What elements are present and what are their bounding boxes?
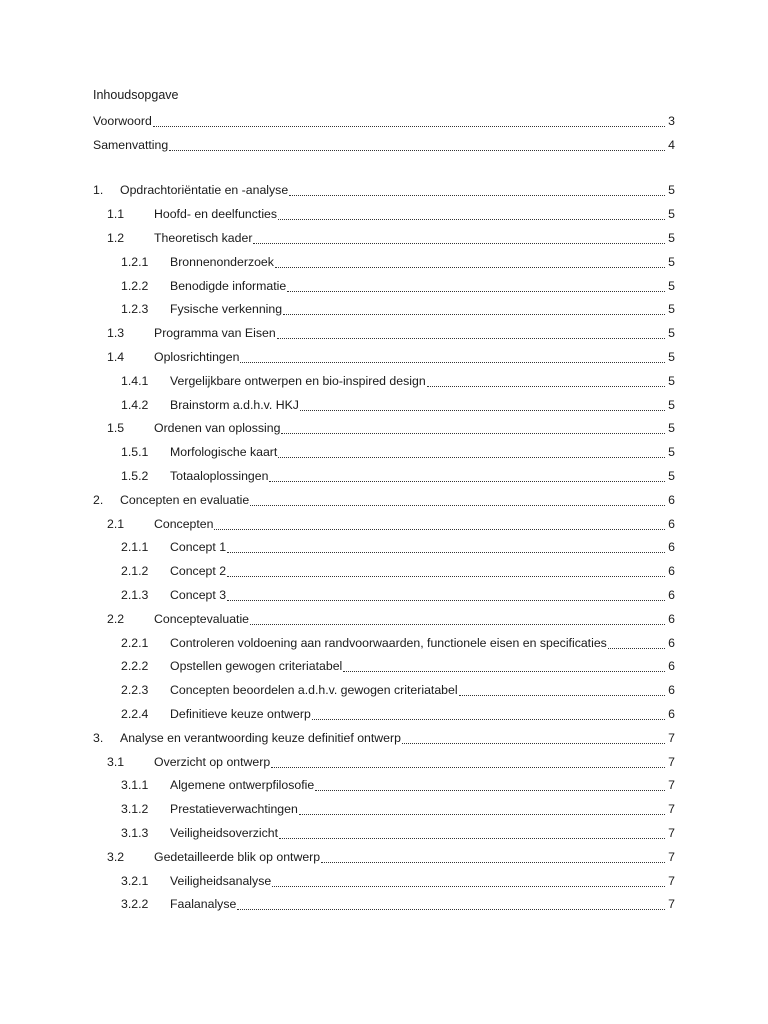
dot-leader — [608, 639, 665, 649]
toc-entry-number: 1.2.1 — [121, 254, 149, 269]
toc-entry-label: Hoofd- en deelfuncties — [154, 207, 278, 222]
toc-entry-page-number: 5 — [668, 373, 675, 388]
toc-entry-number: 3.1.3 — [121, 826, 149, 840]
toc-entry[interactable] — [93, 109, 675, 133]
dot-leader — [287, 282, 665, 292]
toc-entry[interactable] — [93, 274, 675, 298]
dot-leader — [315, 781, 665, 791]
toc-entry-label: Conceptevaluatie — [154, 611, 250, 626]
toc-entry-number: 1.5 — [107, 421, 125, 436]
toc-entry-page-number: 4 — [668, 137, 675, 152]
toc-entry[interactable] — [93, 464, 675, 488]
toc-entry-label: Opstellen gewogen criteriatabel — [170, 659, 343, 674]
toc-entry-number: 3.1.2 — [121, 802, 149, 817]
toc-entry-page-number: 6 — [668, 492, 675, 507]
toc-entry-page-number: 5 — [668, 231, 675, 246]
toc-entry-page-number: 6 — [668, 635, 675, 650]
toc-entry-number: 1.2 — [107, 231, 125, 246]
dot-leader — [269, 472, 665, 482]
toc-entry[interactable] — [93, 512, 675, 536]
toc-entry-number: 2.2 — [107, 611, 125, 626]
toc-entry[interactable] — [93, 226, 675, 250]
toc-entry-page-number: 5 — [668, 254, 675, 269]
toc-entry-number: 3.1 — [107, 754, 125, 769]
dot-leader — [250, 496, 665, 506]
toc-entry-number: 2.1.1 — [121, 540, 149, 555]
toc-entry-label: Concepten beoordelen a.d.h.v. gewogen criteriatabel — [170, 683, 458, 698]
toc-entry-page-number: 5 — [668, 445, 675, 460]
toc-entry-number: 2.2.2 — [121, 659, 149, 674]
dot-leader — [240, 353, 665, 363]
dot-leader — [237, 900, 665, 910]
toc-entry-page-number: 6 — [668, 564, 675, 579]
toc-entry-label: Bronnenonderzoek — [170, 254, 274, 269]
toc-entry[interactable] — [93, 702, 675, 726]
toc-entry-number: 3. — [93, 730, 104, 745]
toc-entry[interactable] — [93, 536, 675, 560]
toc-entry-number: 2.1.3 — [121, 588, 149, 603]
dot-leader — [153, 117, 665, 127]
toc-entry-page-number: 6 — [668, 588, 675, 603]
dot-leader — [278, 210, 665, 220]
toc-entry-number: 2.1.2 — [121, 564, 149, 579]
toc-entry-page-number: 3 — [668, 113, 675, 128]
dot-leader — [214, 520, 665, 530]
toc-entry-number: 1. — [93, 183, 104, 198]
toc-entry-number: 1.1 — [107, 207, 125, 222]
toc-entry[interactable] — [93, 179, 675, 203]
toc-entry[interactable] — [93, 607, 675, 631]
toc-entry-label: Totaaloplossingen — [170, 469, 269, 484]
toc-entry[interactable] — [93, 821, 675, 845]
toc-entry-number: 1.2.2 — [121, 278, 149, 293]
dot-leader — [278, 448, 665, 458]
toc-entry-page-number: 5 — [668, 302, 675, 317]
toc-entry-label: Vergelijkbare ontwerpen en bio-inspired design — [170, 373, 426, 388]
dot-leader — [275, 258, 665, 268]
toc-entry-label: Morfologische kaart — [170, 445, 278, 460]
dot-leader — [271, 758, 665, 768]
toc-entry-page-number: 7 — [668, 873, 675, 888]
toc-entry-number: 3.2.1 — [121, 873, 149, 888]
toc-entry-page-number: 5 — [668, 421, 675, 436]
dot-leader — [300, 401, 665, 411]
toc-entry[interactable] — [93, 655, 675, 679]
toc-entry-label: Theoretisch kader — [154, 231, 253, 246]
toc-entry[interactable] — [93, 774, 675, 798]
toc-entry[interactable] — [93, 133, 675, 157]
toc-entry-label: Concept 2 — [170, 564, 227, 579]
toc-entry-number: 3.2 — [107, 849, 125, 864]
toc-entry-label: Gedetailleerde blik op ontwerp — [154, 849, 321, 864]
toc-entry[interactable] — [93, 202, 675, 226]
dot-leader — [227, 543, 665, 553]
toc-entry-label: Ordenen van oplossing — [154, 421, 281, 436]
toc-entry-label: Benodigde informatie — [170, 278, 287, 293]
toc-entry-page-number: 6 — [668, 540, 675, 555]
toc-entry-label: Veiligheidsoverzicht — [170, 826, 278, 840]
toc-entry-label: Analyse en verantwoording keuze definitief ontwerp — [120, 730, 401, 745]
toc-entry-page-number: 5 — [668, 350, 675, 365]
dot-leader — [459, 686, 665, 696]
toc-entry[interactable] — [93, 369, 675, 393]
toc-entry-number: 1.4.1 — [121, 373, 149, 388]
toc-entry-page-number: 7 — [668, 730, 675, 745]
dot-leader — [169, 141, 665, 151]
toc-entry[interactable] — [93, 678, 675, 702]
toc-entry-number: 2. — [93, 492, 104, 507]
toc-entry[interactable] — [93, 250, 675, 274]
toc-entry-label: Algemene ontwerpfilosofie — [170, 778, 315, 793]
toc-entry-page-number: 6 — [668, 659, 675, 674]
toc-entry-page-number: 6 — [668, 611, 675, 626]
toc-entry-page-number: 5 — [668, 183, 675, 198]
toc-entry[interactable] — [93, 631, 675, 655]
toc-entry-number: 2.1 — [107, 516, 125, 531]
toc-entry-label: Concepten en evaluatie — [120, 492, 250, 507]
toc-entry[interactable] — [93, 869, 675, 893]
dot-leader — [289, 186, 665, 196]
toc-entry-number: 1.5.2 — [121, 469, 149, 484]
toc-entry-page-number: 5 — [668, 278, 675, 293]
toc-entry-label: Concept 1 — [170, 540, 227, 555]
toc-entry[interactable] — [93, 750, 675, 774]
dot-leader — [402, 734, 665, 744]
toc-entry-page-number: 7 — [668, 897, 675, 912]
toc-entry[interactable] — [93, 893, 675, 917]
toc-entry-label: Brainstorm a.d.h.v. HKJ — [170, 397, 299, 412]
toc-entry-label: Oplosrichtingen — [154, 350, 240, 365]
toc-entry[interactable] — [93, 559, 675, 583]
toc-entry-label: Veiligheidsanalyse — [170, 873, 272, 888]
toc-entry[interactable] — [93, 393, 675, 417]
toc-entry-label: Programma van Eisen — [154, 326, 276, 341]
toc-entry-number: 2.2.3 — [121, 683, 149, 698]
toc-entry[interactable] — [93, 583, 675, 607]
dot-leader — [277, 329, 665, 339]
toc-entry-page-number: 5 — [668, 469, 675, 484]
toc-entry-number: 1.5.1 — [121, 445, 149, 460]
toc-entry-label: Controleren voldoening aan randvoorwaarden, functionele eisen en specificaties — [170, 635, 607, 650]
dot-leader — [272, 877, 665, 887]
dot-leader — [279, 829, 665, 839]
toc-entry[interactable] — [93, 797, 675, 821]
toc-entry-number: 1.2.3 — [121, 302, 149, 317]
toc-entry[interactable] — [93, 321, 675, 345]
toc-entry-label: Concept 3 — [170, 588, 227, 603]
dot-leader — [253, 234, 665, 244]
table-of-contents — [93, 109, 675, 916]
toc-entry-label: Voorwoord — [93, 113, 152, 128]
toc-entry-label: Opdrachtoriëntatie en -analyse — [120, 183, 289, 198]
toc-entry[interactable] — [93, 298, 675, 322]
dot-leader — [312, 710, 665, 720]
toc-entry[interactable] — [93, 488, 675, 512]
toc-entry-number: 2.2.4 — [121, 707, 149, 722]
toc-entry-label: Prestatieverwachtingen — [170, 802, 298, 817]
toc-entry-number: 1.4 — [107, 350, 125, 365]
dot-leader — [343, 662, 665, 672]
toc-title: Inhoudsopgave — [93, 88, 179, 102]
toc-entry-label: Definitieve keuze ontwerp — [170, 707, 311, 722]
dot-leader — [227, 591, 665, 601]
toc-entry-page-number: 5 — [668, 397, 675, 412]
dot-leader — [427, 377, 665, 387]
toc-entry[interactable] — [93, 440, 675, 464]
toc-entry-page-number: 6 — [668, 516, 675, 531]
toc-entry-page-number: 5 — [668, 207, 675, 222]
toc-entry-label: Samenvatting — [93, 137, 169, 152]
toc-entry[interactable] — [93, 345, 675, 369]
toc-entry-page-number: 7 — [668, 754, 675, 769]
dot-leader — [283, 305, 665, 315]
dot-leader — [321, 853, 665, 863]
toc-entry-label: Fysische verkenning — [170, 302, 283, 317]
toc-entry-page-number: 6 — [668, 683, 675, 698]
toc-entry-number: 2.2.1 — [121, 635, 149, 650]
toc-entry-number: 1.4.2 — [121, 397, 149, 412]
dot-leader — [227, 567, 665, 577]
toc-entry-page-number: 7 — [668, 778, 675, 793]
toc-entry-label: Overzicht op ontwerp — [154, 754, 271, 769]
toc-entry-label: Concepten — [154, 516, 214, 531]
toc-entry-number: 3.1.1 — [121, 778, 149, 793]
toc-entry-label: Faalanalyse — [170, 897, 237, 912]
dot-leader — [299, 805, 665, 815]
dot-leader — [250, 615, 665, 625]
toc-entry[interactable] — [93, 726, 675, 750]
toc-entry-page-number: 7 — [668, 802, 675, 817]
toc-entry-page-number: 7 — [668, 826, 675, 840]
toc-entry-page-number: 5 — [668, 326, 675, 341]
dot-leader — [281, 424, 665, 434]
toc-entry-number: 1.3 — [107, 326, 125, 341]
toc-entry[interactable] — [93, 845, 675, 869]
toc-entry[interactable] — [93, 417, 675, 441]
toc-entry-page-number: 6 — [668, 707, 675, 722]
toc-entry-number: 3.2.2 — [121, 897, 149, 912]
toc-entry-page-number: 7 — [668, 849, 675, 864]
